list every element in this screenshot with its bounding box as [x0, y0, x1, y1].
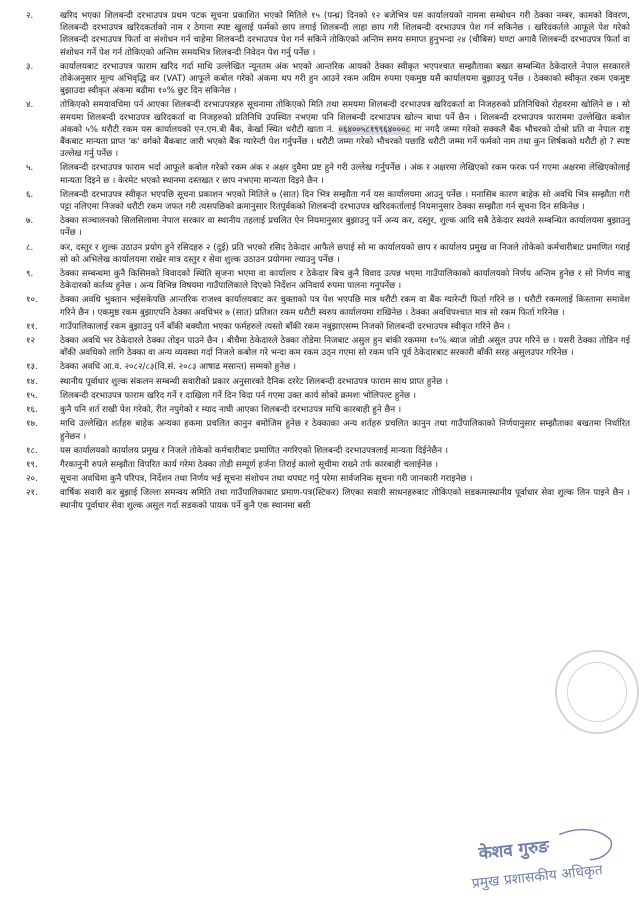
- clause-9: [22, 268, 630, 292]
- clause-text: कर, दस्तुर र शुल्क उठाउन प्रयोग हुने रसिदहरु २ (दुई) प्रति भएको रसिद ठेकेदार आफैले छपाई सो मा कार्यालयको छाप र कार्यालय प्रमुख वा निजले तोकेको कर्मचारीबाट प्रमाणित गराई सो को अभिलेख कार्यालयमा राखेर मात्र दस्तुर र सेवा शुल्क उठाउन प्रयोगमा ल्याउनु पर्नेछ ।: [60, 242, 630, 265]
- clause-text: ठेक्का अवधि आ.व. २०८२/८३(वि.सं. २०८३ आषाढ मसान्त) सम्मको हुनेछ ।: [60, 362, 297, 373]
- clause-19: [22, 459, 630, 471]
- clause-number: १३.: [26, 362, 38, 373]
- clause-number: १०.: [26, 295, 38, 306]
- clause-12: [22, 335, 630, 359]
- clause-number: १९.: [26, 459, 38, 470]
- clause-number: १२: [26, 336, 35, 347]
- signature-name: केशव गुरुङ: [477, 836, 551, 865]
- clause-number: १७.: [26, 419, 38, 430]
- clause-number: ४.: [26, 100, 34, 111]
- clause-2: [22, 10, 630, 59]
- clause-text: ठेक्का अवधि भर ठेकेदारले ठेक्का तोड्न पाउने छैन । बीचैमा ठेकेदारले ठेक्का तोडेमा निजबाट असुल हुन बांकी रकममा १०% ब्याज जोडी असुल उपर गरिने छ । यसरी ठेक्का तोडिन गई बाँकी अवधिको लागि ठेक्का वा अन्य व्यवस्था गर्दा निजले कबोल गरे भन्दा कम रकम उठ्न गएमा सो रकम पनि पूर्व ठेकेदारबाट सरकारी बाँकी सरह असुलउपर गरिनेछ ।: [60, 336, 630, 359]
- clause-5: [22, 162, 630, 186]
- clause-7: [22, 215, 630, 239]
- clause-text: गाउँपालिकालाई रकम बुझाउनु पर्ने बाँकी बक्यौता भएका फर्महरुले त्यस्तो बाँकी रकम नबुझाएसम्म निजको शिलबन्दी दरभाउपत्र स्वीकृत गरिने छैन ।: [60, 321, 511, 332]
- clause-text: शिलबन्दी दरभाउपत्र फाराम खरिद गर्ने र दाखिला गर्ने दिन विदा पर्न गएमा उक्त कार्य सोको क्रमशः भोलिपल्ट हुनेछ ।: [60, 390, 417, 401]
- signature-scribble: [559, 827, 613, 863]
- clause-number: २१.: [26, 488, 38, 499]
- clause-text: यस कार्यालयको कार्यालय प्रमुख र निजले तोकेको कर्मचारीबाट प्रमाणित नगरिएको शिलबन्दी दरभाउपत्रलाई मान्यता दिईनेछैन ।: [60, 445, 449, 456]
- clause-text: शिलबन्दी दरभाउपत्र स्वीकृत भएपछि सूचना प्रकाशन भएको मितिले ७ (सात) दिन भित्र सम्झौता गर्न यस कार्यालयमा आउनु पर्नेछ । मनासिब कारण बाहेक सो अवधि भित्र सम्झौता गरी पट्टा नलिएमा निजको धरौटी रकम जफत गरी त्यसपछिको क्रमानुसार रितपूर्वकको शिलबन्दी दरभाउपत्र खरिदकर्तालाई नियमानुसार ठेक्का सम्झौता गर्न सूचना दिन सकिनेछ ।: [60, 189, 630, 213]
- clause-text: सूचना अवधिमा कुनै परिपत्र, निर्देशन तथा निर्णय भई सूचना संशोधन तथा थपघट गर्नु परेमा सार्वजनिक सूचना गरी जानकारी गराइनेछ ।: [60, 474, 473, 485]
- clause-text: स्थानीय पूर्वाधार शुल्क संकलन सम्बन्धी सवारीको प्रकार अनुसारको दैनिक दररेट शिलबन्दी दरभाउपत्र फाराम साथ प्राप्त हुनेछ ।: [60, 376, 449, 387]
- office-seal-stamp: [555, 650, 639, 734]
- clause-20: [22, 473, 630, 485]
- clause-number: ७.: [26, 216, 34, 227]
- deposit-account-number: ०६४००५८१९९६४०००८: [338, 124, 411, 135]
- clause-text-part: तोकिएको समयावधिमा पर्न आएका शिलबन्दी दरभाउपत्रहरु सूचनामा तोकिएको मिति तथा समयमा शिलबन्दी दरभाउपत्र खरिदकर्ता वा निजहरुको प्रतिनिधिको रोहवरमा खोलिने छ । सो समयमा शिलबन्दी दरभाउपत्र खरिदकर्ता वा निजहरुको प्रतिनिधि उपस्थित नभएमा पनि शिलबन्दी दरभाउपत्र खोल्न बाधा पर्ने छैन । शिलबन्दी दरभाउपत्र फाराममा उल्लेखित कबोल अंकको ५% धरौटी रकम यस कार्यालयको एन.एम.बी बैंक, केर्खा स्थित धरौटी खाता नं.: [60, 100, 630, 135]
- clause-text: [60, 99, 630, 160]
- clause-number: २.: [26, 11, 34, 21]
- clause-13: [22, 361, 630, 373]
- clause-number: १४.: [26, 376, 38, 387]
- clause-number: १८.: [26, 445, 38, 456]
- clause-17: [22, 418, 630, 442]
- clause-10: [22, 294, 630, 318]
- clause-text: ठेक्का सम्बन्धमा कुनै किसिमको विवादको स्थिति सृजना भएमा वा कार्यालय र ठेकेदार बिच कुनै विवाद उत्पन्न भएमा गाउँपालिकाको कार्यालयको निर्णय अन्तिम हुनेछ र सो निर्णय मान्नु ठेकेदारको कर्तव्य हुनेछ । अन्य विभिन्न विषयमा गाउँपालिकाले दिएको निर्देशन अनिवार्य रुपमा पालना गनुपर्नेछ ।: [60, 269, 630, 292]
- clause-text: ठेक्का अवधि भुक्तान भईसकेपछि आन्तरिक राजश्व कार्यालयबाट कर चुक्ताको पत्र पेश भएपछि मात्र धरौटी रकम वा बैंक ग्यारेन्टी फिर्ता गरिने छ । धरौटी रकमलाई किस्तामा समावेश गरिने छैन । एकमुष्ठ रकम बुझाएपनि ठेक्का अवधिभर ७ (सात) प्रतिशत रकम धरौटी स्वरुप कार्यालयमा राखिनेछ । ठेक्का अवधिपश्चात मात्र सो रकम फिर्ता गरिनेछ ।: [60, 295, 630, 318]
- clause-text: शिलबन्दी दरभाउपत्र फाराम भर्दा आफूले कबोल गरेको रकम अंक र अक्षर दुवैमा प्रष्ट हुने गरी उल्लेख गर्नुपर्नेछ । अंक र अक्षरमा लेखिएको रकम फरक पर्न गएमा अक्षरमा लेखिएकोलाई मान्यता दिइने छ । केरमेट भएको स्थानमा दस्तखत र छाप नभएमा मान्यता दिइने छैन ।: [60, 163, 630, 186]
- clause-number: ९.: [26, 269, 34, 280]
- clause-15: [22, 390, 630, 402]
- clause-text: वार्षिक सवारी कर बुझाई जिल्ला समन्वय समिति तथा गाउँपालिकाबाट प्रमाण-पत्र(स्टिकर) लिएका सवारी साधनहरुबाट तोकिएको सडकमास्थानीय पूर्वाधार सेवा शुल्क लिन पाइने छैन । स्थानीय पूर्वाधार सेवा शुल्क असुल गर्दा सडकको पायक पर्ने कुनै एक स्थानमा बसी: [60, 488, 630, 511]
- clause-number: ८.: [26, 242, 34, 253]
- clause-16: [22, 404, 630, 416]
- clause-text: माथि उल्लेखित शर्तहरु बाहेक अन्यका हकमा प्रचलित कानुन बमोजिम हुनेछ र ठेक्काका अन्य शर्तहरु प्रचलित कानुन तथा गाउँपालिकाको निर्णयानुसार सम्झौताका बखतमा निर्धारित हुनेछन ।: [60, 419, 630, 442]
- clause-8: [22, 242, 630, 266]
- clause-3: [22, 61, 630, 98]
- clause-text: ठेक्का सञ्चालनको सिलसिलामा नेपाल सरकार वा स्थानीय तहलाई प्रचलित ऐन नियमानुसार बुझाउनु पर्ने अन्य कर, दस्तुर, शुल्क आदि सबै ठेकेदार स्वयंले सम्बन्धित कार्यालयमा बुझाउनु पर्नेछ ।: [60, 216, 630, 239]
- clause-number: २०.: [26, 474, 38, 485]
- clause-text: खरिद भएका शिलबन्दी दरभाउपत्र प्रथम पटक सूचना प्रकाशित भएको मितिले १५ (पन्ध्र) दिनको १२ बजेभित्र यस कार्यालयको नाममा सम्बोधन गरी ठेक्का नम्बर, कामको विवरण, शिलबन्दी दरभाउपत्र खरिदकर्ताको नाम र ठेगाना स्पष्ट खुलाई फर्मको छाप लगाई शिलबन्दी लाहा छाप गरी शिलबन्दी दरभाउपत्र पेश गर्न सकिनेछ । खरिदकर्तले आफूले पेश गरेको शिलबन्दी दरभाउपत्र फिर्ता वा संशोधन गर्न चाहेमा शिलबन्दी दरभाउपत्र पेश गर्न सकिने तोकिएको अन्तिम समय समाप्त हुनुभन्दा २४ (चौबिस) घण्टा अगावै शिलबन्दी दरभाउपत्र फिर्ता वा संशोधन गर्ने पेश गर्न तोकिएको अन्तिम समयभित्र शिलबन्दी निवेदन पेश गर्नु पर्नेछ ।: [60, 11, 630, 58]
- clause-11: [22, 321, 630, 333]
- clause-4: [22, 99, 630, 160]
- clause-text: गैरकानुनी रुपले सम्झौता विपरित कार्य गरेमा ठेक्का तोडी सम्पूर्ण हर्जना तिराई कालो सूचीमा राख्ने तर्फ कारबाही चलाईनेछ ।: [60, 459, 438, 470]
- signature-stamp: [459, 817, 636, 906]
- clause-18: [22, 445, 630, 457]
- clause-number: १५.: [26, 390, 38, 401]
- clause-21: [22, 487, 630, 511]
- clause-text: कार्यालयबाट दरभाउपत्र फाराम खरिद गर्दा माथि उल्लेखित न्यूनतम अंक भएको आन्तरिक आयको ठेक्का स्वीकृत भएपश्चात सम्झौताका बखत सम्बन्धित ठेकेदारले नेपाल सरकारले तोकेअनुसार मूल्य अभिवृद्धि कर (VAT) आफूले कबोल गरेको अंकमा थप गरी हुन आउने रकम अग्रिम रुपमा एकमुष्ठ यसै कार्यालयमा बुझाउनु पर्नेछ । ठेक्काको स्वीकृत रकम एकमुष्ट बुझाउदा स्वीकृत अंकमा बढीमा १०% छुट दिन सकिनेछ ।: [60, 61, 630, 97]
- clause-6: [22, 189, 630, 213]
- clause-number: ५.: [26, 163, 34, 174]
- signature-stamp-graphic: [459, 817, 636, 906]
- signature-title: प्रमुख प्रशासकीय अधिकृत: [471, 862, 604, 892]
- clause-number: ११.: [26, 321, 38, 332]
- clause-number: १६.: [26, 405, 38, 416]
- clause-14: [22, 376, 630, 388]
- clause-number: ६.: [26, 189, 34, 200]
- clause-text: कुनै पनि शर्त राखी पेश गरेको, रीत नपुगेको र म्याद नाघी आएका शिलबन्दी दरभाउपत्र माथि कारबाही हुने छैन ।: [60, 405, 402, 416]
- clause-number: ३.: [26, 61, 34, 72]
- clause-text-part: मा नगदै जम्मा गरेको सक्कलै बैंक भौचरको दोश्रो प्रति वा नेपाल राष्ट्र बैंकबाट मान्यता प्राप्त 'क' वर्गको बैंकबाट जारी भएको बैंक ग्यारेन्टी पेश गर्नुपर्नेछ । धरौटी जम्मा गरेको भौचरको पछाडि धरौटी जम्मा गर्ने फर्मको नाम तथा कुन शिर्षकको धरौटी हो ? स्पष्ट उल्लेख गर्नु पर्नेछ ।: [60, 124, 630, 160]
